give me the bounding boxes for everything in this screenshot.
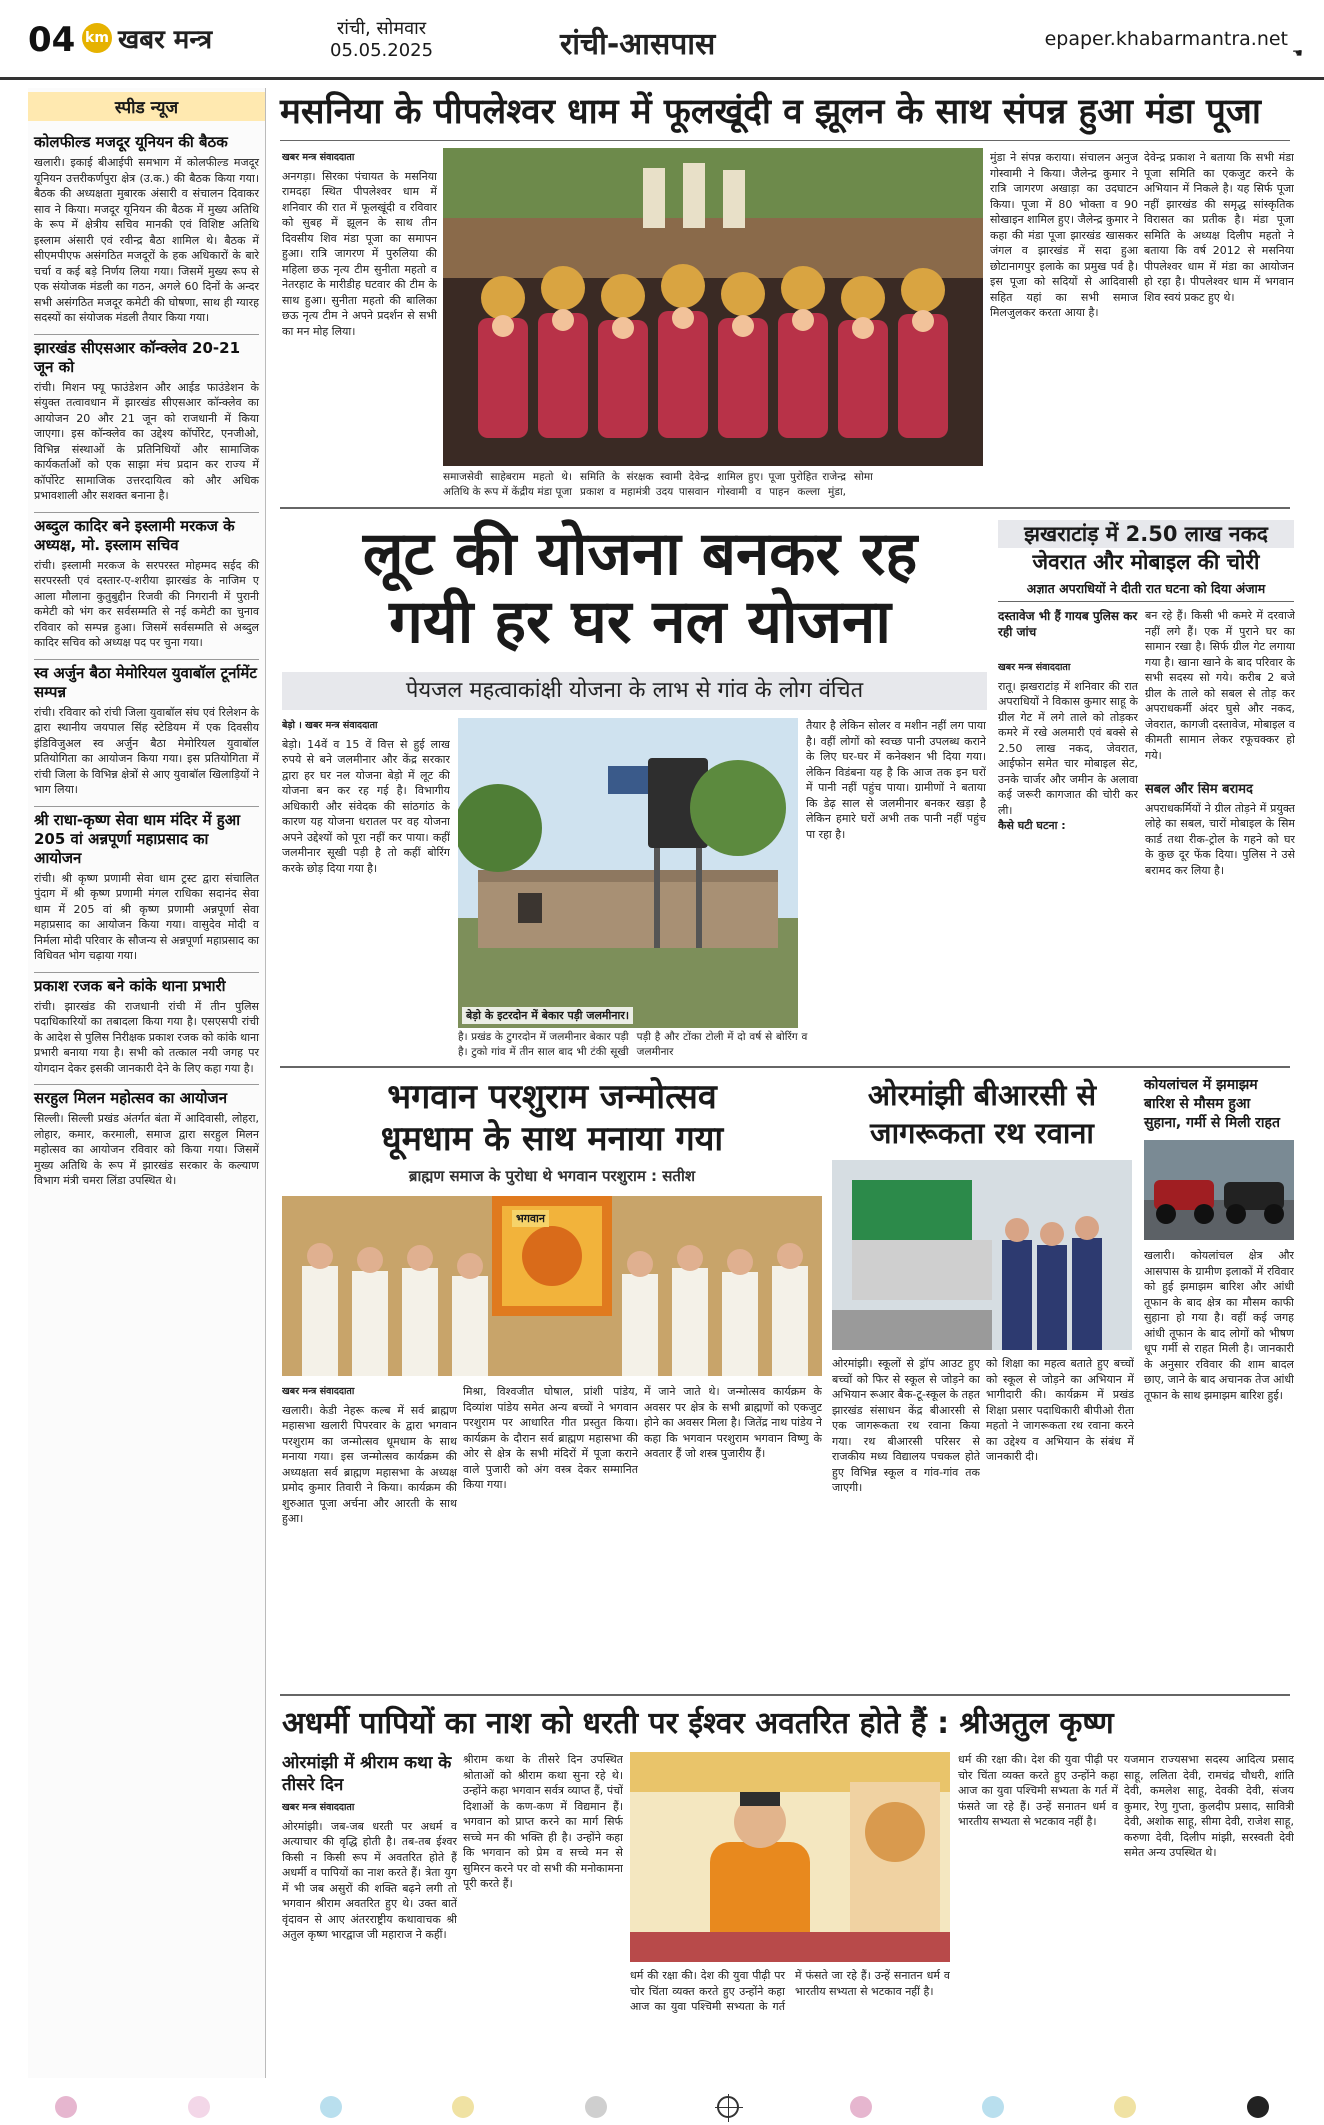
divider <box>280 1066 1290 1068</box>
parshuram-body-3: में जाने जाते थे। जन्मोत्सव कार्यक्रम के अवसर पर क्षेत्र के सभी ब्राह्मणों को एकजुट होने का अवसर मिला है। जितेंद्र नाथ पांडेय ने कहा कि भगवान परशुराम भगवान विष्णु के अवतार हैं जो शस्त्र पुजारीय हैं। <box>644 1385 822 1460</box>
katha-body-3b: धर्म की रक्षा की। देश की युवा पीढ़ी पर चोर चिंता व्यक्त करते हुए उन्होंने कहा आज का युवा पश्चिमी सभ्यता के गर्त में फंसते जा रहे हैं। उन्हें सनातन धर्म व भारतीय सभ्यता से भटकाव नहीं है। <box>958 1753 1118 1828</box>
brc-body-1: ओरमांझी। स्कूलों से ड्रॉप आउट हुए बच्चों को फिर से स्कूल से जोड़ने का अभियान रूआर बैक-टू-स्कूल के तहत झारखंड संसाधन केंद्र बीआरसी से एक जागरूकता रथ रवाना किया गया। रथ बीआरसी परिसर से राजकीय मध्य विद्यालय पचकल होते हुए विभिन्न स्कूल व गांव-गांव तक जाएगी। <box>832 1357 980 1494</box>
theft-body-1: रातू। झखराटांड़ में शनिवार की रात अपराधियों ने विकास कुमार साहू के ग्रील गेट में लगे ताले को तोड़कर कमरे में रखे अलमारी एवं बक्से से 2.50 लाख नकद, जेवरात, आईफोन समेत चार मोबाइल सेट, उनके चार्जर और जमीन के अलावा कई जरूरी कागजात की चोरी कर ली। <box>998 679 1138 817</box>
manda-photo <box>443 148 983 466</box>
section-title: रांची-आसपास <box>560 27 716 62</box>
manda-headline: मसनिया के पीपलेश्वर धाम में फूलखूंदी व झूलन के साथ संपन्न हुआ मंडा पूजा <box>280 92 1261 132</box>
nal-headline-line-1: लूट की योजना बनकर रह <box>362 519 918 589</box>
brief-item <box>34 806 259 964</box>
brief-body: खलारी। इकाई बीआईपी समभाग में कोलफील्ड मजदूर यूनियन उत्तरीकर्णपुरा क्षेत्र (उ.क.) की बैठक किया गया। बैठक की अध्यक्षता मुबारक अंसारी व संचालन दिवाकर साव ने किया। मजदूर यूनियन की बैठक में मुख्य अतिथि के रूप में क्षेत्रीय सचिव मानकी एवं विशिष्ट अतिथि इस्लाम अंसारी एवं रवीन्द्र बैठा शामिल थे। बैठक में सीएमपीएफ असंगठित मजदूरों के हक अधिकारों के बारे चर्चा व कई बड़े निर्णय लिया गया। जिसमें मुख्य रूप से एक संयोजक मंडली का गठन, अगले 60 दिनों के अन्दर सभी असंगठित मजदूर कमेटी की घोषणा, साथ ही ग्यारह सदस्यों का संयोजक मंडली तैयार किया गया। <box>34 156 259 324</box>
divider <box>280 507 1290 509</box>
katha-strip <box>630 1968 950 2078</box>
katha-body-1: ओरमांझी। जब-जब धरती पर अधर्म व अत्याचार की वृद्धि होती है। तब-तब ईश्वर किसी न किसी रूप में अवतरित होते हैं अधर्मी व पापियों का नाश करते हैं। त्रेता युग में भी जब असुरों की शक्ति बढ़ने लगी तो भगवान श्रीराम अवतरित हुए थे। उक्त बातें वृंदावन से आए अंतरराष्ट्रीय कथावाचक श्री अतुल कृष्ण भारद्वाज जी महाराज ने कहीं। <box>282 1819 457 1941</box>
manda-body-1: अनगड़ा। सिरका पंचायत के मसनिया रामदहा स्थित पीपलेश्वर धाम में शनिवार की रात में फूलखूंदी व रविवार को सुबह में झूलन के साथ तीन दिवसीय शिव मंडा पूजा का समापन हुआ। रात्रि जागरण में पुरुलिया की महिला छऊ नृत्य टीम सुनीता महतो व नेतरहाट के मारीडीह घटवार की टीम के साथ हुआ। सुनीता महतो की बालिका छऊ नृत्य टीम ने अपने प्रदर्शन से सभी का मन मोह लिया। <box>282 169 437 338</box>
katha-column-2 <box>463 1752 623 2078</box>
epaper-link[interactable]: epaper.khabarmantra.net <box>1044 28 1288 50</box>
katha-column-5 <box>1124 1752 1294 2078</box>
issue-date: 05.05.2025 <box>330 40 434 61</box>
theft-subhead-2: सबल और सिम बरामद <box>1145 782 1253 797</box>
brand-mark-icon: km <box>82 23 112 53</box>
nal-body-1: बेड़ो। 14वें व 15 वें वित्त से हुई लाख रुपये से बने जलमीनार और केंद्र सरकार द्वारा हर घर नल योजना बेड़ो में लूट की योजना बन कर रह गई है। विभागीय अधिकारी और संवेदक की सांठगांठ के कारण यह योजना धरातल पर वह योजना अपने उद्देश्यों को पूरा नहीं कर पाया। कहीं जलमीनार सूखी पड़ी है तो कहीं बोरिंग करके छोड़ दिया गया है। <box>282 737 450 875</box>
parshuram-byline: खबर मन्त्र संवाददाता <box>282 1386 355 1397</box>
color-swatch <box>1247 2096 1269 2118</box>
parshuram-photo-banner: भगवान <box>512 1210 549 1227</box>
brc-column-1 <box>832 1356 980 1684</box>
dateline <box>330 18 433 62</box>
color-swatch <box>55 2096 77 2118</box>
brand-logo <box>82 18 212 58</box>
brief-item <box>34 129 259 326</box>
brc-headline <box>832 1076 1132 1152</box>
theft-subdeck: दस्तावेज भी हैं गायब पुलिस कर रही जांच <box>998 609 1138 639</box>
manda-body-2: मुंडा ने संपन्न कराया। संचालन अनुज गोस्वामी ने किया। जैलेन्द्र कुमार ने रात्रि जागरण अखाड़ा का उदघाटन किया। पूजा में 80 भोक्ता व 90 सोखाइन शामिल हुए। जैलेन्द्र कुमार ने कहा की मंडा पूजा झारखंड खासकर जंगल व झारखंड में सदा हुआ छोटानागपुर इलाके का प्रमुख पर्व है। इस पूजा को सदियों से आदिवासी सहित यहां का सभी समाज मिलजुलकर करता आया है। <box>990 151 1138 319</box>
rain-motorcycles-image <box>1144 1140 1294 1240</box>
city-day: रांची, सोमवार <box>336 18 427 39</box>
nal-byline: बेड़ो । खबर मन्त्र संवाददाता <box>282 720 378 731</box>
brief-item <box>34 512 259 651</box>
color-swatch <box>1114 2096 1136 2118</box>
brief-headline: श्री राधा-कृष्ण सेवा धाम मंदिर में हुआ 205 वां अन्नपूर्णा महाप्रसाद का आयोजन <box>34 806 259 868</box>
manda-body-strip: समाजसेवी साहेबराम महतो थे। अतिथि के रूप में केंद्रीय मंडा पूजा समिति के संरक्षक स्वामी देवेन्द्र प्रकाश व महामंत्री उदय पासवान शामिल हुए। पूजा पुरोहित राजेन्द्र गोस्वामी व पाहन कल्ला मुंडा, सोमा <box>443 471 873 498</box>
katha-body-3: धर्म की रक्षा की। देश की युवा पीढ़ी पर चोर चिंता व्यक्त करते हुए उन्होंने कहा आज का युवा पश्चिमी सभ्यता के गर्त में फंसते जा रहे हैं। उन्हें सनातन धर्म व भारतीय सभ्यता से भटकाव नहीं है। <box>630 1969 950 2013</box>
brc-photo <box>832 1160 1132 1350</box>
brc-column-2 <box>986 1356 1134 1684</box>
kathavachak-image <box>630 1752 950 1962</box>
rain-headline <box>1144 1076 1294 1133</box>
brief-headline: झारखंड सीएसआर कॉन्क्लेव 20-21 जून को <box>34 334 259 377</box>
manda-column-2 <box>990 150 1138 490</box>
rain-headline-line-1: कोयलांचल में झमाझम <box>1144 1077 1258 1093</box>
masthead <box>0 0 1324 80</box>
theft-deck: अज्ञात अपराधियों ने दीती रात घटना को दिया अंजाम <box>998 580 1294 602</box>
brc-headline-line-1: ओरमांझी बीआरसी से <box>867 1078 1097 1112</box>
color-swatch <box>585 2096 607 2118</box>
katha-photo <box>630 1752 950 1962</box>
nal-body-strip: है। प्रखंड के टुगरदोन में जलमीनार बेकार पड़ी है। टुको गांव में तीन साल बाद भी टंकी सूखी पड़ी है और टोंका टोली में दो वर्ष से बोरिंग व जलमीनार <box>458 1031 808 1058</box>
brief-item <box>34 972 259 1077</box>
katha-body-4: यजमान राज्यसभा सदस्य आदित्य प्रसाद साहू, ललिता देवी, रामचंद्र चौधरी, शांति देवी, कमलेश साहू, देवकी देवी, संजय कुमार, रेणु गुप्ता, कुलदीप प्रसाद, सावित्री देवी, अशोक साहू, सीमा देवी, राजेश साहू, करुणा देवी, दिलीप मांझी, सरस्वती देवी समेत अन्य उपस्थित थे। <box>1124 1753 1294 1859</box>
color-swatch <box>850 2096 872 2118</box>
theft-column-3 <box>1145 782 1295 1057</box>
rain-headline-line-3: सुहाना, गर्मी से मिली राहत <box>1144 1115 1280 1131</box>
theft-headline-line-1: झखराटांड़ में 2.50 लाख नकद <box>998 520 1294 548</box>
brief-body: रांची। रविवार को रांची जिला युवाबॉल संघ एवं रिलेशन के द्वारा स्थानीय जयपाल सिंह स्टेडियम में एक दिवसीय इंडिविजुअल स्व अर्जुन बैठा मेमोरियल युवाबॉल प्रतियोगिता का आयोजन किया गया। इस प्रतियोगिता में रांची जिला के विभिन्न क्षेत्रों से आए युवाबॉल खिलाड़ियों ने भाग लिया। <box>34 705 259 796</box>
katha-headline: अधर्मी पापियों का नाश को धरती पर ईश्वर अवतरित होते हैं : श्रीअतुल कृष्ण <box>282 1706 1114 1741</box>
color-swatch <box>982 2096 1004 2118</box>
katha-subhead: ओरमांझी में श्रीराम कथा के तीसरे दिन <box>282 1753 452 1795</box>
theft-column-1 <box>998 660 1138 1055</box>
rain-column-1 <box>1144 1248 1294 1684</box>
manda-byline: खबर मन्त्र संवाददाता <box>282 152 355 163</box>
divider <box>280 140 1290 141</box>
speed-news-label: स्पीड न्यूज <box>28 92 265 121</box>
parshuram-deck: ब्राह्मण समाज के पुरोधा थे भगवान परशुराम : सतीश <box>408 1167 696 1185</box>
rain-headline-line-2: बारिश से मौसम हुआ <box>1144 1096 1251 1112</box>
parshuram-headline <box>282 1076 822 1160</box>
nal-headline <box>290 520 990 656</box>
brief-headline: सरहुल मिलन महोत्सव का आयोजन <box>34 1084 259 1108</box>
registration-strip <box>0 2088 1324 2125</box>
theft-headline <box>998 520 1294 576</box>
brief-body: रांची। श्री कृष्ण प्रणामी सेवा धाम ट्रस्ट द्वारा संचालित पुंदाग में श्री कृष्ण प्रणामी मंगल राधिका सदानंद सेवा धाम में 205 वां श्री कृष्ण प्रणामी अन्नपूर्णा सेवा महाप्रसाद का आयोजन किया गया। वासुदेव मोदी व निर्मला मोदी परिवार के सौजन्य से अन्नपूर्णा महाप्रसाद का विधिवत भोग चढ़ाया गया। <box>34 871 259 962</box>
theft-body-2: बन रहे हैं। किसी भी कमरे में दरवाजे नहीं लगे हैं। एक में पुराने घर का सामान रखा है। सिर्फ ग्रील गेट लगाया गया है। खाना खाने के बाद परिवार के सभी सदस्य सो गये। करीब 2 बजे ग्रील के ताले को सबल से तोड़ कर अपराधकर्मी अंदर घुसे और नकद, जेवरात, कागजी दस्तावेज, मोबाइल व कीमती सामान लेकर रफूचक्कर हो गये। <box>1145 609 1295 762</box>
nal-body-2: तैयार है लेकिन सोलर व मशीन नहीं लग पाया है। वहीं लोगों को स्वच्छ पानी उपलब्ध कराने के लिए घर-घर में कनेक्शन भी दिया गया। लेकिन विडंबना यह है कि आज तक इन घरों में पानी नहीं पहुंच पाया। ग्रामीणों ने बताया कि डेढ़ साल से जलमीनार बनकर खड़ा है लेकिन हमारे घरों अभी तक पानी नहीं पहुंच पा रहा है। <box>806 719 986 841</box>
katha-body-2: श्रीराम कथा के तीसरे दिन उपस्थित श्रोताओं को श्रीराम कथा सुना रहे थे। उन्होंने कहा भगवान सर्वत्र व्याप्त हैं, पंचों दिशाओं के कण-कण में विद्यमान हैं। भगवान को प्राप्त करने का मार्ग सिर्फ सच्चे मन की भक्ति ही है। उन्होंने कहा कि भगवान को प्रेम व सच्चे मन से सुमिरन करने पर वो सभी की मनोकामना पूरी करते हैं। <box>463 1753 623 1890</box>
awareness-rath-image <box>832 1160 1132 1350</box>
brc-headline-line-2: जागरूकता रथ रवाना <box>870 1116 1094 1150</box>
brief-headline: प्रकाश रजक बने कांके थाना प्रभारी <box>34 972 259 996</box>
parshuram-headline-line-1: भगवान परशुराम जन्मोत्सव <box>387 1077 717 1117</box>
nal-headline-line-2: गयी हर घर नल योजना <box>389 587 891 657</box>
brief-headline: कोलफील्ड मजदूर यूनियन की बैठक <box>34 133 228 151</box>
theft-headline-line-2: जेवरात और मोबाइल की चोरी <box>1032 550 1260 574</box>
brc-body-2: को शिक्षा का महत्व बताते हुए बच्चों को स्कूल से जोड़ने का अभियान में भागीदारी की। कार्यक्रम में प्रखंड शिक्षा प्रसार पदाधिकारी बीपीओ रीता महतो ने जागरूकता रथ रवाना करने का उद्देश्य व अभियान के संबंध में जानकारी दी। <box>986 1357 1134 1463</box>
katha-byline: खबर मन्त्र संवाददाता <box>282 1802 355 1813</box>
katha-column-1 <box>282 1800 457 2078</box>
pointer-icon: ☚ <box>1292 46 1303 60</box>
manda-puja-image <box>443 148 983 466</box>
brief-item <box>34 1084 259 1189</box>
nal-photo <box>458 718 798 1028</box>
manda-column-1 <box>282 150 437 460</box>
manda-column-3 <box>1144 150 1294 490</box>
nal-deck: पेयजल महत्वाकांक्षी योजना के लाभ से गांव के लोग वंचित <box>282 672 987 710</box>
color-swatch <box>320 2096 342 2118</box>
brief-item <box>34 659 259 798</box>
water-tank-image <box>458 718 798 1028</box>
parshuram-column-3 <box>644 1384 822 1684</box>
theft-byline: खबर मन्त्र संवाददाता <box>998 662 1071 673</box>
theft-column-2 <box>1145 608 1295 778</box>
color-swatch <box>452 2096 474 2118</box>
parshuram-column-1 <box>282 1384 457 1684</box>
parshuram-column-2 <box>463 1384 638 1684</box>
rain-body-1: खलारी। कोयलांचल क्षेत्र और आसपास के ग्रामीण इलाकों में रविवार को हुई झमाझम बारिश और आंधी तूफान के बाद क्षेत्र का मौसम काफी सुहाना हो गया है। वहीं कई जगह आंधी तूफान के बाद लोगों को भीषण धूप गर्मी से राहत मिली है। जानकारी के अनुसार रविवार की शाम बादल छाए, जाने के बाद अचानक तेज आंधी तूफान के साथ झमाझम बारिश हुई। <box>1144 1249 1294 1402</box>
parshuram-body-1: खलारी। केडी नेहरू कल्ब में सर्व ब्राह्मण महासभा खलारी पिपरवार के द्वारा भगवान परशुराम का जन्मोत्सव धूमधाम के साथ मनाया गया। इस जन्मोत्सव कार्यक्रम की अध्यक्षता सर्व ब्राह्मण महासभा के अध्यक्ष प्रमोद कुमार तिवारी ने किया। कार्यक्रम की शुरुआत पूजा अर्चना और आरती के साथ हुआ। <box>282 1403 457 1525</box>
registration-crosshair-icon <box>717 2096 739 2118</box>
brief-body: रांची। मिशन फ्यू फाउंडेशन और आईड फाउंडेशन के संयुक्त तत्वावधान में झारखंड सीएसआर कॉन्क्लेव का आयोजन 20 और 21 जून को राजधानी में किया जाएगा। इस कॉन्क्लेव का उद्देश्य कॉर्पोरेट, एनजीओ, विभिन्न संस्थाओं के प्रतिनिधियों और सामाजिक कार्यकर्ताओं को एक साझा मंच प्रदान कर राज्य में कॉर्पोरेट सामाजिक उत्तरदायित्व को और अधिक प्रभावशाली और सशक्त बनाना है। <box>34 380 259 502</box>
parshuram-body-2: मिश्रा, विश्वजीत घोषाल, प्रांशी पांडेय, दिव्यांश पांडेय समेत अन्य बच्चों ने भगवान परशुराम पर आधारित गीत प्रस्तुत किया। कार्यक्रम के दौरान सर्व ब्राह्मण महासभा की ओर से क्षेत्र के सभी मंदिरों में पूजा कराने वाले पुजारी को अंग वस्त्र देकर सम्मानित किया गया। <box>463 1385 638 1491</box>
manda-body-3: देवेन्द्र प्रकाश ने बताया कि सभी मंडा पूजा समिति का एकजुट करने के अभियान में निकले है। यह सिर्फ पूजा नहीं झारखंड की समृद्ध सांस्कृतिक विरासत का प्रतीक है। मंडा पूजा समिति के अध्यक्ष दिलीप महतो ने बताया कि वर्ष 2012 से मसनिया पीपलेश्वर धाम में मंडा का आयोजन हो रहा है। पीपलेश्वर धाम में भगवान शिव स्वयं प्रकट हुए थे। <box>1144 151 1294 304</box>
brief-headline: स्व अर्जुन बैठा मेमोरियल युवाबॉल टूर्नामेंट सम्पन्न <box>34 659 259 702</box>
rain-photo <box>1144 1140 1294 1240</box>
brand-name: खबर मन्त्र <box>118 25 213 55</box>
color-swatch <box>188 2096 210 2118</box>
nal-column-1 <box>282 718 450 1018</box>
parshuram-headline-line-2: धूमधाम के साथ मनाया गया <box>380 1119 724 1159</box>
nal-column-2 <box>806 718 986 1018</box>
brief-item <box>34 334 259 504</box>
manda-strip <box>443 470 983 502</box>
speed-news-column <box>28 88 266 2078</box>
brief-body: सिल्ली। सिल्ली प्रखंड अंतर्गत बंता में आदिवासी, लोहरा, लोहार, कमार, करमाली, समाज द्वारा सरहुल मिलन महोत्सव का आयोजन रविवार को किया गया। जिसमें मुख्य अतिथि के रूप में झारखंड सरकार के कल्याण विभाग मंत्री चमरा लिंडा उपस्थित थे। <box>34 1112 259 1187</box>
katha-column-4 <box>958 1752 1118 2078</box>
brief-headline: अब्दुल कादिर बने इस्लामी मरकज के अध्यक्ष, मो. इस्लाम सचिव <box>34 512 259 555</box>
brief-body: रांची। इस्लामी मरकज के सरपरस्त मोहम्मद सईद की सरपरस्ती एवं दस्तार-ए-शरीया झारखंड के नाजिम ए आला मौलाना कुतुबुद्दीन रिजवी की निगरानी में पुरानी कमेटी को भंग कर सर्वसम्मति से नई कमेटी का चुनाव रविवार को सम्पन्न हुआ। जिसमें सर्वसम्मति से अब्दुल कादिर सचिव को अध्यक्ष पद पर चुना गया। <box>34 558 259 649</box>
parshuram-photo <box>282 1196 822 1376</box>
theft-subhead: कैसे घटी घटना : <box>998 819 1066 832</box>
nal-photo-caption: बेड़ो के इटरदोन में बेकार पड़ी जलमीनार। <box>462 1007 633 1024</box>
page-number: 04 <box>28 20 76 60</box>
divider <box>280 1694 1290 1696</box>
nal-strip <box>458 1030 986 1062</box>
theft-body-3: अपराधकर्मियों ने ग्रील तोड़ने में प्रयुक्त लोहे का सबल, चारों मोबाइल के सिम कार्ड तथा रीक-ट्रोल के गहने को घर के कुछ दूर फेंक दिया। पुलिस ने उसे बरामद कर लिया है। <box>1145 801 1295 877</box>
brief-body: रांची। झारखंड की राजधानी रांची में तीन पुलिस पदाधिकारियों का तबादला किया गया है। एसएसपी रांची के आदेश से पुलिस निरीक्षक प्रकाश रजक को कांके थाना प्रभारी बनाया गया है। सभी को तत्काल नयी जगह पर योगदान देकर इसकी जानकारी देने के लिए कहा गया है। <box>34 999 259 1075</box>
parshuram-event-image <box>282 1196 822 1376</box>
